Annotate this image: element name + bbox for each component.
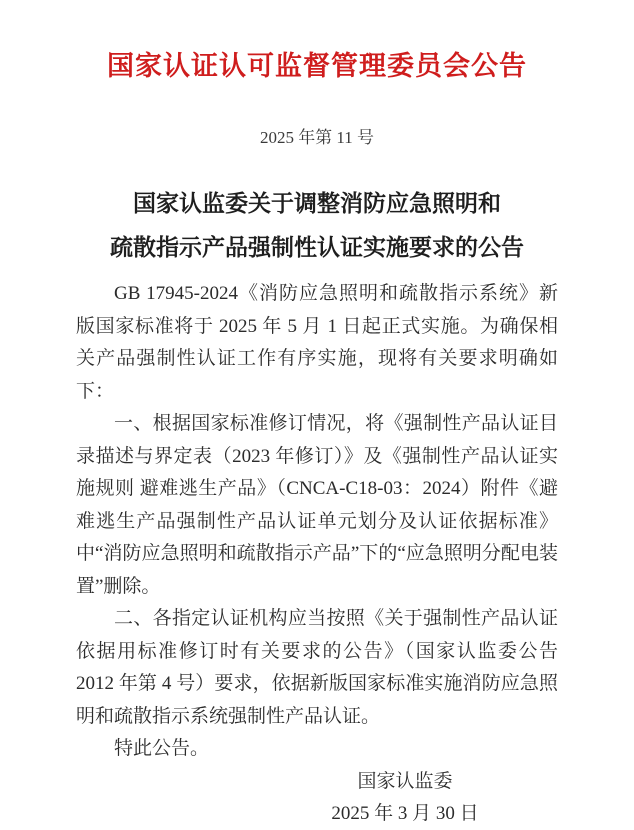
paragraph-closing: 特此公告。 bbox=[114, 738, 210, 759]
paragraph-item-2: 二、各指定认证机构应当按照《关于强制性产品认证依据用标准修订时有关要求的公告》（国家认监委公告 2012 年第 4 号）要求，依据新版国家标准实施消防应急照明和疏散指示系统强制性产品认证。 bbox=[76, 608, 558, 727]
signature-issuer: 国家认监委 bbox=[357, 770, 453, 792]
document-title-line-1: 国家认监委关于调整消防应急照明和 bbox=[133, 191, 501, 216]
document-title bbox=[76, 182, 558, 270]
signature-date: 2025 年 3 月 30 日 bbox=[331, 802, 479, 824]
signature-block bbox=[300, 766, 510, 830]
paragraph-intro: GB 17945-2024《消防应急照明和疏散指示系统》新版国家标准将于 2025 年 5 月 1 日起正式实施。为确保相关产品强制性认证工作有序实施，现将有关要求明确如下： bbox=[76, 283, 558, 402]
document-body bbox=[76, 278, 558, 766]
document-title-line-2: 疏散指示产品强制性认证实施要求的公告 bbox=[110, 235, 524, 260]
issuer-title: 国家认证认可监督管理委员会公告 bbox=[107, 51, 527, 81]
issue-number: 2025 年第 11 号 bbox=[259, 128, 375, 147]
paragraph-item-1: 一、根据国家标准修订情况，将《强制性产品认证目录描述与界定表（2023 年修订）》及《强制性产品认证实施规则 避难逃生产品》（CNCA-C18-03：2024）附件《避难逃生产品强制性产品认证单元划分及认证依据标准》中“消防应急照明和疏散指示产品”下的“应急照明分配电装置”删除。 bbox=[76, 413, 558, 597]
